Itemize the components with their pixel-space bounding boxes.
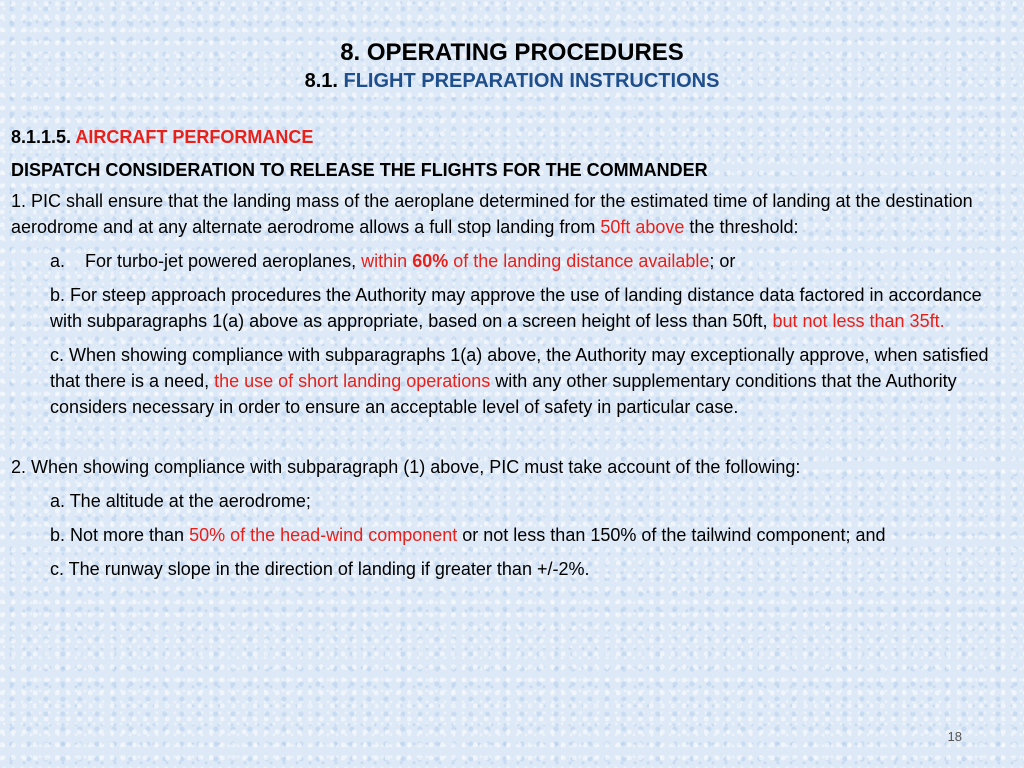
p1-text-2: the threshold: <box>684 217 799 237</box>
subtitle-number: 8.1. <box>304 70 338 92</box>
dispatch-heading: DISPATCH CONSIDERATION TO RELEASE THE FLIGHTS FOR THE COMMANDER <box>11 160 708 180</box>
paragraph-2b <box>50 522 1017 548</box>
slide-title: 8. OPERATING PROCEDURES <box>340 39 684 66</box>
p1c-text-2: with any other supplementary conditions that the Authority considers necessary in order to ensure an acceptable level of safety in particular case. <box>50 371 957 417</box>
p1b-highlight: but not less than 35ft. <box>772 311 945 331</box>
slide-header <box>0 38 1024 94</box>
subtitle-text: FLIGHT PREPARATION INSTRUCTIONS <box>343 70 720 92</box>
paragraph-2a: a. The altitude at the aerodrome; <box>50 491 311 511</box>
slide-body <box>11 124 1017 590</box>
p2b-text-1: b. Not more than <box>50 525 190 545</box>
p1a-highlight-1: within <box>361 251 413 271</box>
paragraph-1 <box>11 188 1017 240</box>
p2b-text-2: or not less than 150% of the tailwind component; and <box>457 525 886 545</box>
p1a-text-2: ; or <box>709 251 736 271</box>
p1a-highlight-bold: 60% <box>412 251 449 271</box>
p1c-highlight: the use of short landing operations <box>214 371 491 391</box>
p1a-label: a. <box>50 251 66 271</box>
section-title: AIRCRAFT PERFORMANCE <box>75 127 314 147</box>
paragraph-2: 2. When showing compliance with subparagraph (1) above, PIC must take account of the following: <box>11 457 801 477</box>
p1a-text-1: For turbo-jet powered aeroplanes, <box>85 251 362 271</box>
p1a-body <box>85 248 735 274</box>
p1-text-1: 1. PIC shall ensure that the landing mass of the aeroplane determined for the estimated time of landing at the destination aerodrome and at any alternate aerodrome allows a full stop landing from <box>11 191 973 237</box>
paragraph-1a <box>50 248 1017 274</box>
p1a-highlight-2: of the landing distance available <box>448 251 710 271</box>
p1b-text-1: b. For steep approach procedures the Authority may approve the use of landing distance data factored in accordance with subparagraphs 1(a) above as appropriate, based on a screen height of less than 50ft, <box>50 285 982 331</box>
paragraph-1b <box>50 282 1017 334</box>
section-heading <box>11 124 1017 150</box>
slide-subtitle <box>0 68 1024 94</box>
paragraph-1c <box>50 342 1017 420</box>
page-number: 18 <box>947 729 962 744</box>
p2b-highlight: 50% of the head-wind component <box>189 525 458 545</box>
p1c-text-1: c. When showing compliance with subparagraphs 1(a) above, the Authority may exceptionally approve, when satisfied that there is a need, <box>50 345 989 391</box>
section-number: 8.1.1.5. <box>11 127 72 147</box>
paragraph-2c: c. The runway slope in the direction of landing if greater than +/-2%. <box>50 559 590 579</box>
p1-highlight: 50ft above <box>600 217 685 237</box>
